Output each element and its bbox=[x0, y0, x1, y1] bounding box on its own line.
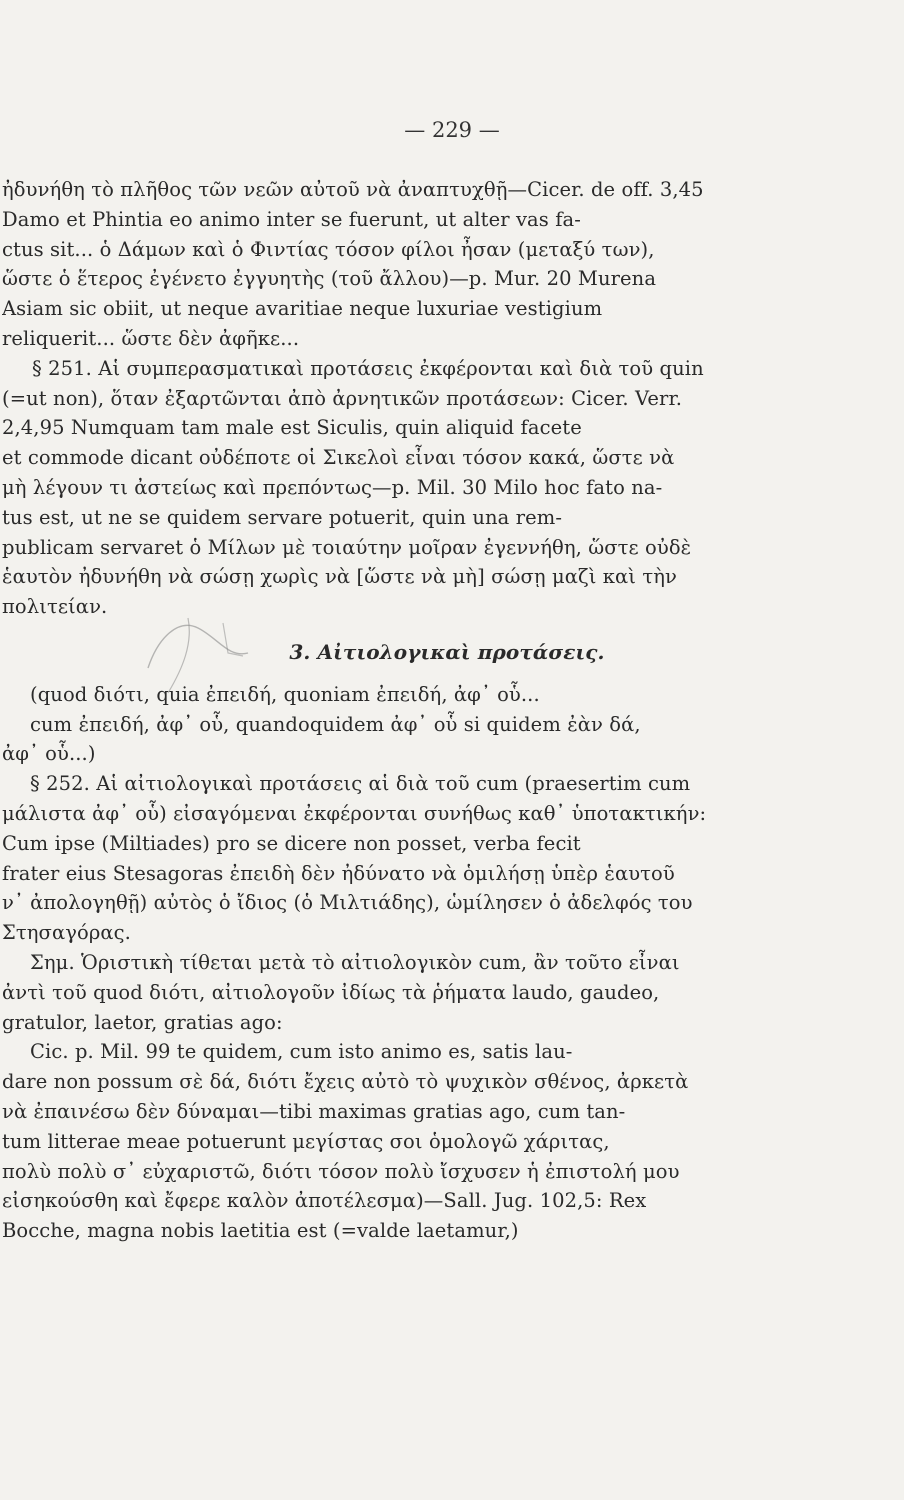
text-line: dare non possum σὲ δά, διότι ἔχεις αὐτὸ τὸ ψυχικὸν σθένος, ἀρκετὰ bbox=[2, 1070, 689, 1094]
text-line: ν᾽ ἀπολογηθῇ) αὐτὸς ὁ ἴδιος (ὁ Μιλτιάδης), ὡμίλησεν ὁ ἀδελφός του bbox=[2, 891, 693, 915]
text-line: Damo et Phintia eo animo inter se fuerunt, ut alter vas fa- bbox=[2, 207, 581, 231]
text-line: § 252. Αἱ αἰτιολογικαὶ προτάσεις αἱ διὰ τοῦ cum (praesertim cum bbox=[30, 772, 691, 796]
text-line: μάλιστα ἀφ᾽ οὗ) εἰσαγόμεναι ἐκφέρονται συνήθως καθ᾽ ὑποτακτικήν: bbox=[2, 801, 707, 825]
text-line: cum ἐπειδή, ἀφ᾽ οὗ, quandoquidem ἀφ᾽ οὗ si quidem ἐὰν δά, bbox=[30, 712, 641, 736]
text-line: εἰσηκούσθη καὶ ἔφερε καλὸν ἀποτέλεσμα)—Sall. Jug. 102,5: Rex bbox=[2, 1189, 647, 1213]
text-line: Σημ. Ὁριστικὴ τίθεται μετὰ τὸ αἰτιολογικὸν cum, ἂν τοῦτο εἶναι bbox=[30, 950, 680, 974]
text-line: frater eius Stesagoras ἐπειδὴ δὲν ἠδύνατο νὰ ὁμιλήσῃ ὑπὲρ ἑαυτοῦ bbox=[2, 861, 675, 885]
text-line: publicam servaret ὁ Μίλων μὲ τοιαύτην μοῖραν ἐγεννήθη, ὥστε οὐδὲ bbox=[2, 535, 692, 559]
text-line: Cum ipse (Miltiades) pro se dicere non posset, verba fecit bbox=[2, 831, 581, 855]
text-line: πολὺ πολὺ σ᾽ εὐχαριστῶ, διότι τόσον πολὺ ἴσχυσεν ἡ ἐπιστολή μου bbox=[2, 1159, 680, 1183]
text-line: ἑαυτὸν ἠδυνήθη νὰ σώσῃ χωρὶς νὰ [ὥστε νὰ μὴ] σώσῃ μαζὶ καὶ τὴν bbox=[2, 565, 677, 589]
text-line: ἀντὶ τοῦ quod διότι, αἰτιολογοῦν ἰδίως τὰ ῥήματα laudo, gaudeo, bbox=[2, 980, 660, 1004]
text-line: et commode dicant οὐδέποτε οἱ Σικελοὶ εἶναι τόσον κακά, ὥστε νὰ bbox=[2, 446, 675, 470]
text-line: tus est, ut ne se quidem servare potuerit, quin una rem- bbox=[2, 505, 563, 529]
text-line: gratulor, laetor, gratias ago: bbox=[2, 1010, 283, 1034]
body-text bbox=[2, 175, 892, 1246]
text-line: ctus sit... ὁ Δάμων καὶ ὁ Φιντίας τόσον φίλοι ἦσαν (μεταξύ των), bbox=[2, 237, 655, 261]
text-line: νὰ ἐπαινέσω δὲν δύναμαι—tibi maximas gratias ago, cum tan- bbox=[2, 1099, 626, 1123]
text-line: (=ut non), ὅταν ἐξαρτῶνται ἀπὸ ἀρνητικῶν προτάσεων: Cicer. Verr. bbox=[2, 386, 683, 410]
text-line: Bocche, magna nobis laetitia est (=valde laetamur,) bbox=[2, 1219, 519, 1243]
text-line: Cic. p. Mil. 99 te quidem, cum isto animo es, satis lau- bbox=[30, 1040, 573, 1064]
text-line: μὴ λέγουν τι ἀστείως καὶ πρεπόντως—p. Mil. 30 Milo hoc fato na- bbox=[2, 475, 663, 499]
page-number: — 229 — bbox=[404, 118, 500, 142]
text-line: πολιτείαν. bbox=[2, 595, 108, 619]
text-line: § 251. Αἱ συμπερασματικαὶ προτάσεις ἐκφέρονται καὶ διὰ τοῦ quin bbox=[32, 356, 704, 380]
text-line: Στησαγόρας. bbox=[2, 921, 131, 945]
text-line: 2,4,95 Numquam tam male est Siculis, quin aliquid facete bbox=[2, 416, 582, 440]
text-line: Asiam sic obiit, ut neque avaritiae neque luxuriae vestigium bbox=[2, 297, 603, 321]
text-line: ὥστε ὁ ἕτερος ἐγένετο ἐγγυητὴς (τοῦ ἄλλου)—p. Mur. 20 Murena bbox=[2, 267, 657, 291]
text-line: ἠδυνήθη τὸ πλῆθος τῶν νεῶν αὐτοῦ νὰ ἀναπτυχθῇ—Cicer. de off. 3,45 bbox=[2, 178, 704, 201]
text-line: (quod διότι, quia ἐπειδή, quoniam ἐπειδή, ἀφ᾽ οὗ... bbox=[30, 682, 540, 706]
text-line: ἀφ᾽ οὗ...) bbox=[2, 742, 96, 766]
text-line: reliquerit... ὥστε δὲν ἀφῆκε... bbox=[2, 326, 300, 350]
text-line: tum litterae meae potuerunt μεγίστας σοι ὁμολογῶ χάριτας, bbox=[2, 1129, 610, 1153]
section-heading: 3. Αἰτιολογικαὶ προτάσεις. bbox=[289, 639, 605, 664]
